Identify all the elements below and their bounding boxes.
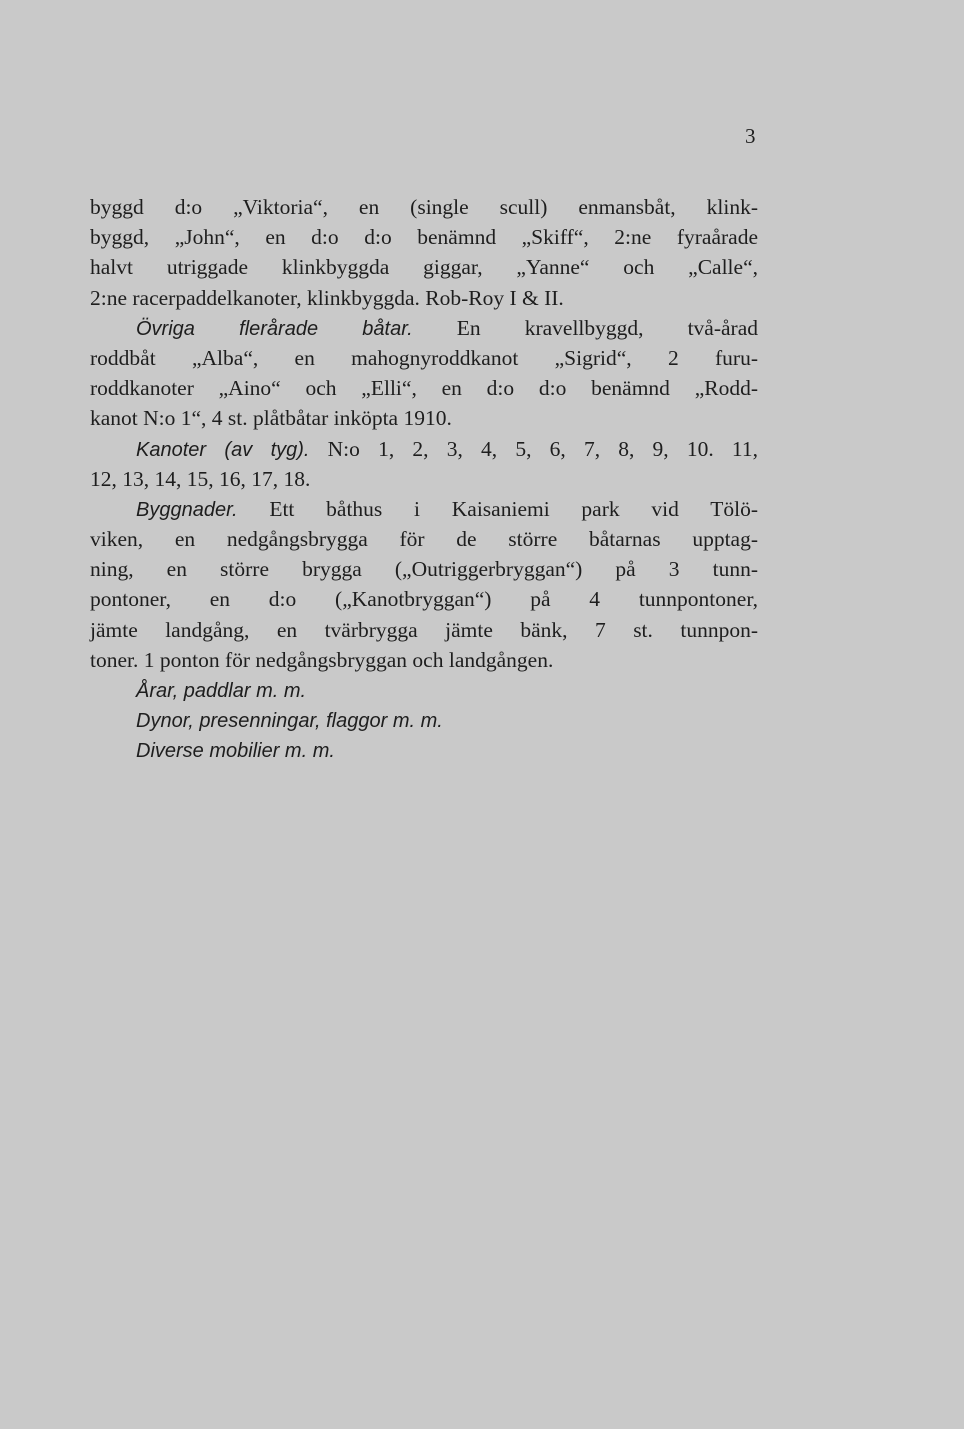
italic-heading: Byggnader.	[136, 498, 238, 521]
text-line	[90, 705, 758, 735]
line-text: byggd, „John“, en d:o d:o benämnd „Skiff“, 2:ne fyraårade	[90, 225, 758, 250]
text-line	[90, 524, 758, 554]
italic-heading: Årar, paddlar m. m.	[136, 680, 307, 702]
text-line	[90, 252, 758, 282]
text-line	[90, 735, 758, 765]
text-line	[90, 494, 758, 524]
italic-heading: Dynor, presenningar, flaggor m. m.	[136, 710, 443, 733]
text-line	[90, 373, 758, 403]
line-text: pontoner, en d:o („Kanotbryggan“) på 4 tunnpontoner,	[90, 587, 758, 612]
italic-heading: Övriga flerårade båtar.	[136, 317, 413, 340]
line-text: jämte landgång, en tvärbrygga jämte bänk, 7 st. tunnpon-	[90, 617, 758, 642]
line-text: roddbåt „Alba“, en mahognyroddkanot „Sigrid“, 2 furu-	[90, 345, 758, 370]
text-line	[90, 645, 758, 675]
line-text: 2:ne racerpaddelkanoter, klinkbyggda. Rob-Roy I & II.	[90, 285, 564, 310]
line-text: roddkanoter „Aino“ och „Elli“, en d:o d:o benämnd „Rodd-	[90, 376, 758, 401]
text-line	[90, 434, 758, 464]
line-text: ning, en större brygga („Outriggerbryggan“) på 3 tunn-	[90, 557, 758, 582]
text-line	[90, 675, 758, 705]
text-line	[90, 313, 758, 343]
italic-heading: Diverse mobilier m. m.	[136, 740, 335, 763]
text-line	[90, 584, 758, 614]
line-text: En kravellbyggd, två-årad	[412, 315, 758, 340]
page-number: 3	[745, 124, 756, 148]
text-line	[90, 192, 758, 222]
text-line	[90, 464, 758, 494]
text-line	[90, 403, 758, 433]
line-text: N:o 1, 2, 3, 4, 5, 6, 7, 8, 9, 10. 11,	[309, 436, 759, 461]
body-text	[90, 192, 758, 766]
text-line	[90, 615, 758, 645]
line-text: halvt utriggade klinkbyggda giggar, „Yanne“ och „Calle“,	[90, 255, 758, 280]
line-text: toner. 1 ponton för nedgångsbryggan och landgången.	[90, 647, 554, 672]
text-line	[90, 554, 758, 584]
text-line	[90, 283, 758, 313]
italic-heading: Kanoter (av tyg).	[136, 438, 310, 461]
line-text: viken, en nedgångsbrygga för de större båtarnas upptag-	[90, 527, 758, 552]
line-text: byggd d:o „Viktoria“, en (single scull) enmansbåt, klink-	[90, 195, 758, 219]
line-text: Ett båthus i Kaisaniemi park vid Tölö-	[237, 496, 758, 521]
line-text: kanot N:o 1“, 4 st. plåtbåtar inköpta 1910.	[90, 406, 452, 431]
text-line	[90, 222, 758, 252]
line-text: 12, 13, 14, 15, 16, 17, 18.	[90, 466, 311, 491]
text-line	[90, 343, 758, 373]
